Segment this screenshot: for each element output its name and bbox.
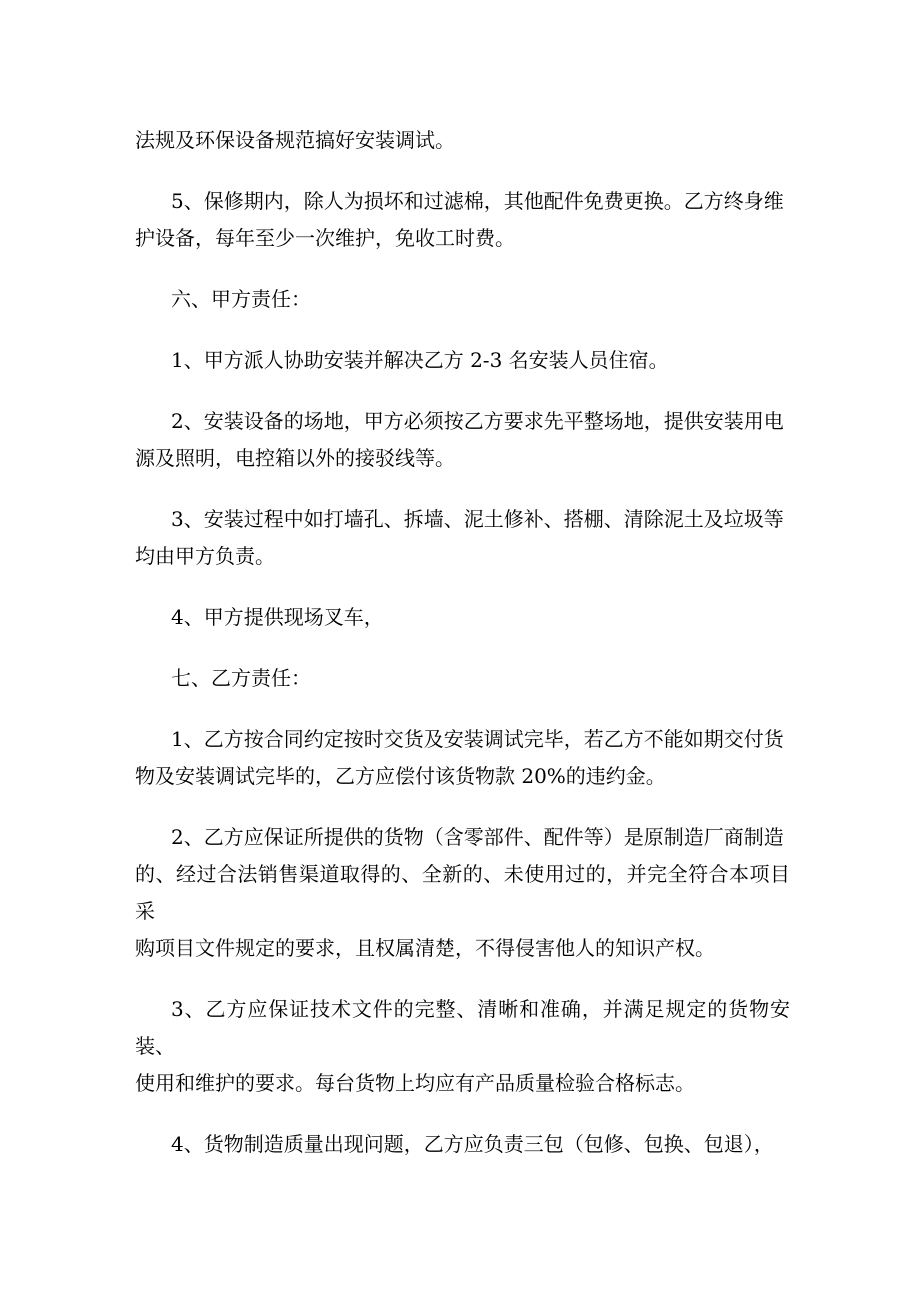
party-b-clause-1: 1、乙方按合同约定按时交货及安装调试完毕，若乙方不能如期交付货 物及安装调试完毕的，乙方应偿付该货物款 20%的违约金。	[135, 727, 784, 788]
party-b-clause-4: 4、货物制造质量出现问题，乙方应负责三包（包修、包换、包退），	[171, 1132, 774, 1156]
party-a-clause-4: 4、甲方提供现场叉车，	[171, 605, 384, 629]
paragraph-warranty-clause-5: 5、保修期内，除人为损坏和过滤棉，其他配件免费更换。乙方终身维 护设备，每年至少一次维护，免收工时费。	[135, 189, 784, 250]
section-heading-party-a: 六、甲方责任：	[171, 287, 311, 311]
party-b-clause-3: 3、乙方应保证技术文件的完整、清晰和准确，并满足规定的货物安装、 使用和维护的要求。每台货物上均应有产品质量检验合格标志。	[135, 997, 790, 1095]
party-a-clause-1: 1、甲方派人协助安装并解决乙方 2-3 名安装人员住宿。	[171, 348, 669, 372]
contract-body	[135, 122, 790, 1187]
party-a-clause-3: 3、安装过程中如打墙孔、拆墙、泥土修补、搭棚、清除泥土及垃圾等 均由甲方负责。	[135, 507, 784, 568]
party-a-clause-2: 2、安装设备的场地，甲方必须按乙方要求先平整场地，提供安装用电 源及照明，电控箱以外的接驳线等。	[135, 409, 784, 470]
party-b-clause-2: 2、乙方应保证所提供的货物（含零部件、配件等）是原制造厂商制造 的、经过合法销售渠道取得的、全新的、未使用过的，并完全符合本项目采 购项目文件规定的要求，且权属清楚，不得侵害他人的知识产权。	[135, 825, 790, 960]
section-heading-party-b: 七、乙方责任：	[171, 666, 311, 690]
paragraph-continuation: 法规及环保设备规范搞好安装调试。	[135, 128, 455, 152]
